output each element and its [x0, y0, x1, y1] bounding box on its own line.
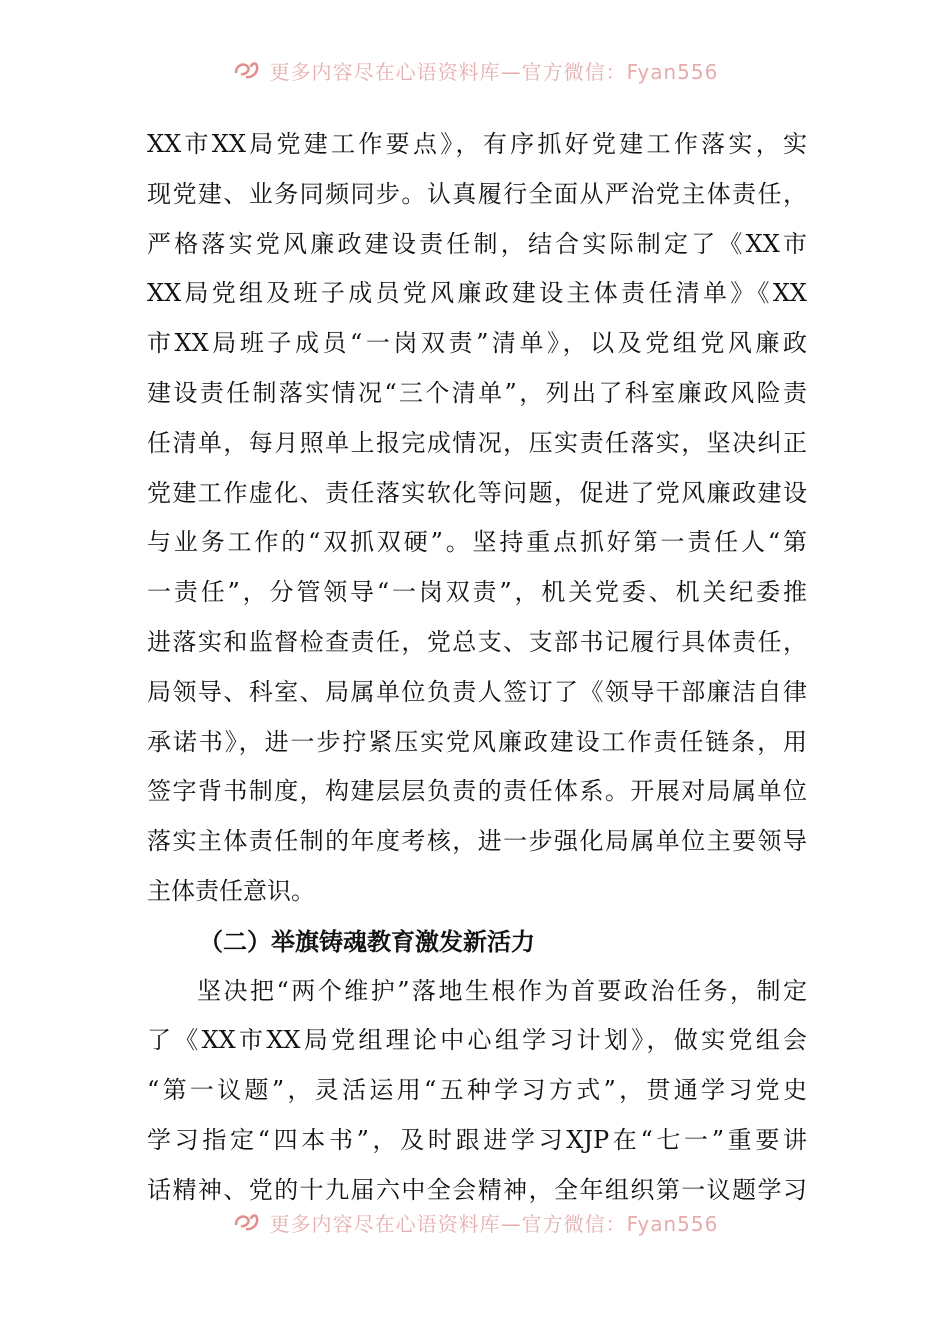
- text-line: 话精神、党的十九届六中全会精神，全年组织第一议题学习: [147, 1175, 807, 1204]
- text-line: 市XX局班子成员“一岗双责”清单》，以及党组党风廉政: [147, 329, 807, 358]
- paragraph-education: [147, 967, 807, 1216]
- section-heading: （二）举旗铸魂教育激发新活力: [199, 926, 535, 956]
- text-line: 签字背书制度，构建层层负责的责任体系。开展对局属单位: [147, 777, 807, 806]
- text-line: 学习指定“四本书”，及时跟进学习XJP在“七一”重要讲: [147, 1125, 807, 1154]
- text-line: 与业务工作的“双抓双硬”。坚持重点抓好第一责任人“第: [147, 528, 807, 557]
- text-line: 了《XX市XX局党组理论中心组学习计划》，做实党组会: [147, 1026, 807, 1055]
- watermark-logo-icon: [232, 59, 262, 81]
- text-line: “第一议题”，灵活运用“五种学习方式”，贯通学习党史: [147, 1076, 807, 1105]
- watermark-footer: [0, 1204, 950, 1240]
- text-line: 任清单，每月照单上报完成情况，压实责任落实，坚决纠正: [147, 428, 807, 457]
- watermark-logo-icon: [232, 1211, 262, 1233]
- watermark-text: 更多内容尽在心语资料库—官方微信：Fyan556: [269, 1211, 719, 1236]
- text-line: 落实主体责任制的年度考核，进一步强化局属单位主要领导: [147, 827, 807, 856]
- text-line: 进落实和监督检查责任，党总支、支部书记履行具体责任，: [147, 627, 807, 656]
- text-line: 主体责任意识。: [147, 876, 315, 905]
- text-line: 局领导、科室、局属单位负责人签订了《领导干部廉洁自律: [147, 677, 807, 706]
- watermark-text: 更多内容尽在心语资料库—官方微信：Fyan556: [269, 59, 719, 84]
- text-line: 一责任”，分管领导“一岗双责”，机关党委、机关纪委推: [147, 578, 807, 607]
- text-line: 严格落实党风廉政建设责任制，结合实际制定了《XX市: [147, 229, 807, 258]
- text-line: XX局党组及班子成员党风廉政建设主体责任清单》《XX: [147, 279, 807, 308]
- text-line: 承诺书》，进一步拧紧压实党风廉政建设工作责任链条，用: [147, 727, 807, 756]
- text-line: 建设责任制落实情况“三个清单”，列出了科室廉政风险责: [147, 378, 807, 407]
- text-line: 党建工作虚化、责任落实软化等问题，促进了党风廉政建设: [147, 478, 807, 507]
- document-body: [147, 120, 807, 1216]
- text-line: XX市XX局党建工作要点》，有序抓好党建工作落实，实: [147, 130, 807, 158]
- paragraph-party-building: [147, 120, 807, 917]
- text-line: 坚决把“两个维护”落地生根作为首要政治任务，制定: [197, 976, 807, 1005]
- text-line: 现党建、业务同频同步。认真履行全面从严治党主体责任，: [147, 179, 807, 208]
- watermark-header: [0, 52, 950, 88]
